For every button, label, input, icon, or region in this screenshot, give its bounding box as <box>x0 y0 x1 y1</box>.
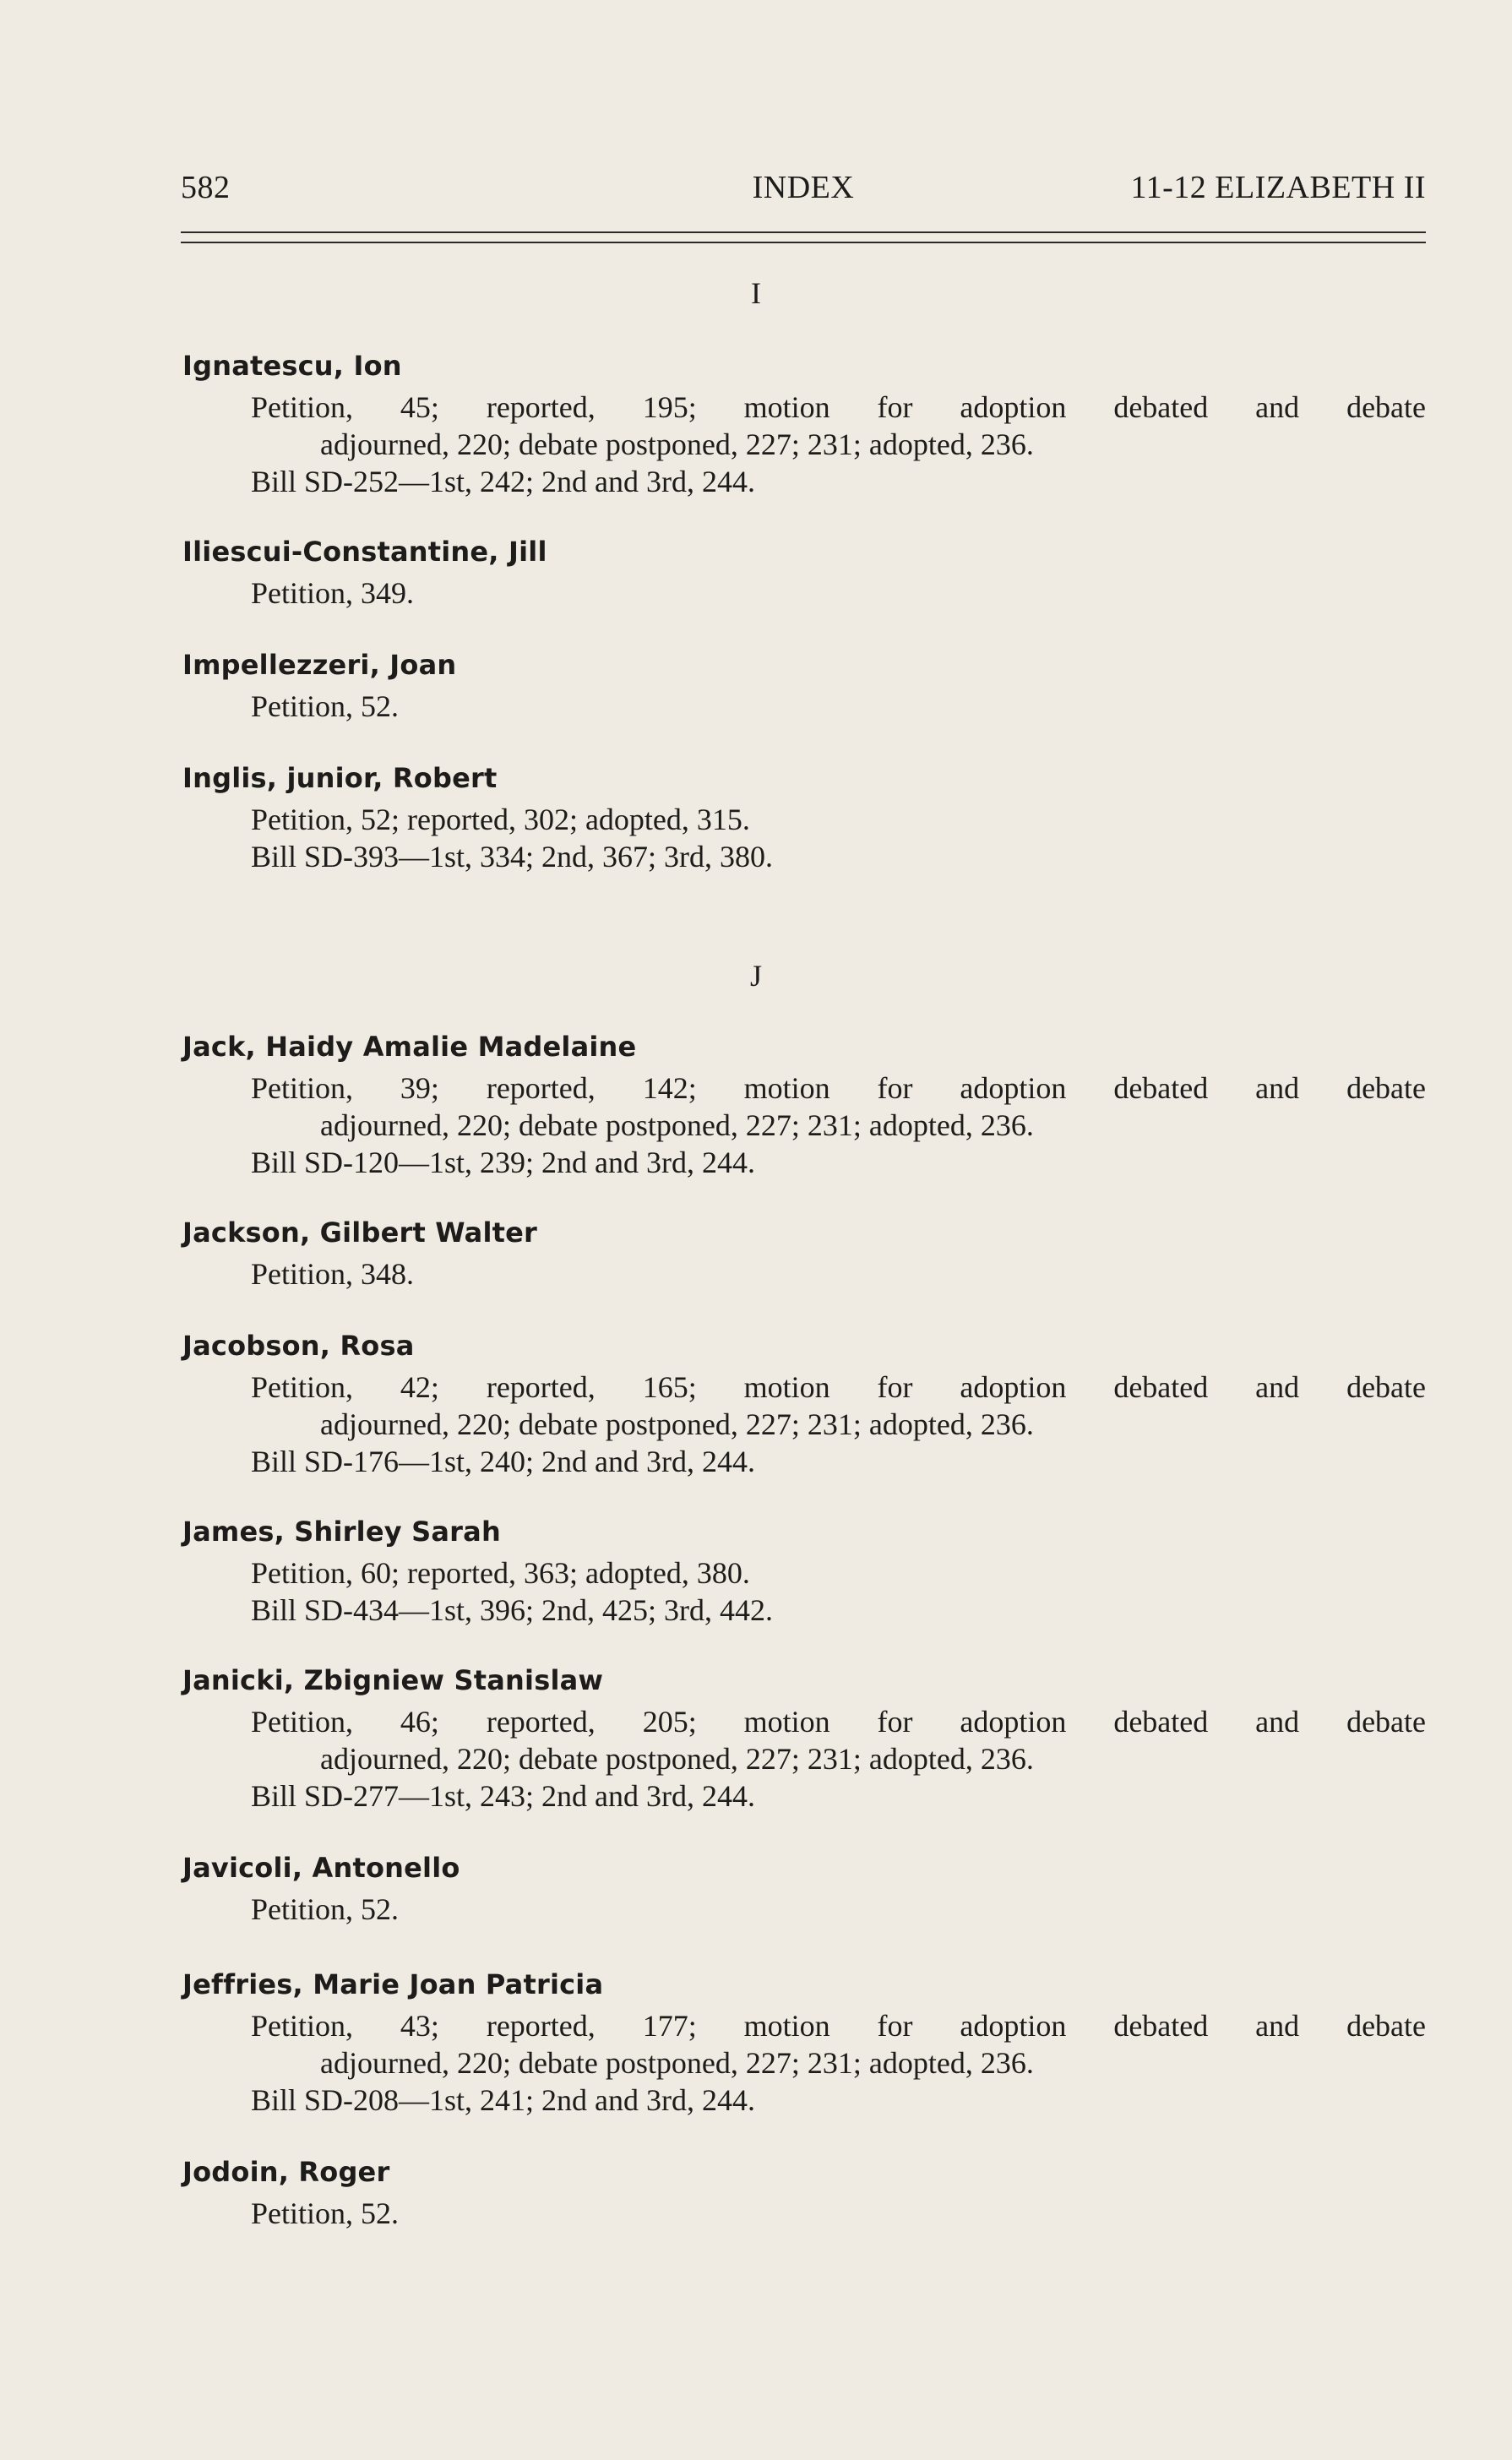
entry-line: Bill SD-252—1st, 242; 2nd and 3rd, 244. <box>251 465 756 498</box>
entry-line: Bill SD-393—1st, 334; 2nd, 367; 3rd, 380. <box>251 840 774 874</box>
entry-line: Petition, 60; reported, 363; adopted, 380. <box>251 1556 750 1590</box>
entry-line: Bill SD-277—1st, 243; 2nd and 3rd, 244. <box>251 1779 756 1813</box>
entry-line: Petition, 349. <box>251 576 415 610</box>
entry-name: James, Shirley Sarah <box>182 1516 501 1548</box>
section-letter-j: J <box>749 959 762 993</box>
entry-line: adjourned, 220; debate postponed, 227; 231; adopted, 236. <box>320 427 1034 461</box>
entry-name: Ignatescu, Ion <box>182 350 402 382</box>
entry-name: Jack, Haidy Amalie Madelaine <box>182 1031 637 1063</box>
entry-name: Jacobson, Rosa <box>182 1330 415 1362</box>
entry-name: Impellezzeri, Joan <box>182 649 457 681</box>
entry-line: Petition, 52. <box>251 1892 400 1926</box>
entry-line: adjourned, 220; debate postponed, 227; 231; adopted, 236. <box>320 2046 1034 2080</box>
entry-line: Petition, 52. <box>251 689 400 723</box>
entry-line: Petition, 52. <box>251 2196 400 2230</box>
header-rule <box>181 231 1426 243</box>
entry-name: Jeffries, Marie Joan Patricia <box>182 1968 604 2000</box>
section-letter-i: I <box>751 276 761 310</box>
entry-line: Petition, 45; reported, 195; motion for adoption debated and debate <box>251 390 1426 424</box>
entry-line: Bill SD-176—1st, 240; 2nd and 3rd, 244. <box>251 1445 756 1478</box>
entry-line: Bill SD-120—1st, 239; 2nd and 3rd, 244. <box>251 1146 756 1179</box>
page-header <box>181 169 1426 220</box>
entry-line: adjourned, 220; debate postponed, 227; 231; adopted, 236. <box>320 1742 1034 1776</box>
entry-line: Petition, 52; reported, 302; adopted, 315. <box>251 803 750 836</box>
entry-name: Javicoli, Antonello <box>182 1852 460 1884</box>
entry-name: Janicki, Zbigniew Stanislaw <box>182 1664 604 1696</box>
entry-line: Petition, 46; reported, 205; motion for adoption debated and debate <box>251 1705 1426 1739</box>
entry-line: adjourned, 220; debate postponed, 227; 231; adopted, 236. <box>320 1407 1034 1441</box>
entry-line: Petition, 43; reported, 177; motion for adoption debated and debate <box>251 2009 1426 2043</box>
entry-name: Inglis, junior, Robert <box>182 762 498 794</box>
page-number: 582 <box>181 170 231 205</box>
page-title: INDEX <box>752 170 855 205</box>
entry-line: Petition, 42; reported, 165; motion for adoption debated and debate <box>251 1370 1426 1404</box>
entry-line: Bill SD-434—1st, 396; 2nd, 425; 3rd, 442. <box>251 1593 774 1627</box>
entry-name: Iliescui-Constantine, Jill <box>182 536 547 568</box>
entry-line: Bill SD-208—1st, 241; 2nd and 3rd, 244. <box>251 2083 756 2117</box>
entry-name: Jackson, Gilbert Walter <box>182 1216 537 1249</box>
regnal-years: 11-12 ELIZABETH II <box>1130 170 1426 205</box>
entry-line: Petition, 348. <box>251 1257 415 1291</box>
entry-line: adjourned, 220; debate postponed, 227; 231; adopted, 236. <box>320 1108 1034 1142</box>
entry-line: Petition, 39; reported, 142; motion for adoption debated and debate <box>251 1071 1426 1105</box>
entry-name: Jodoin, Roger <box>182 2156 390 2188</box>
